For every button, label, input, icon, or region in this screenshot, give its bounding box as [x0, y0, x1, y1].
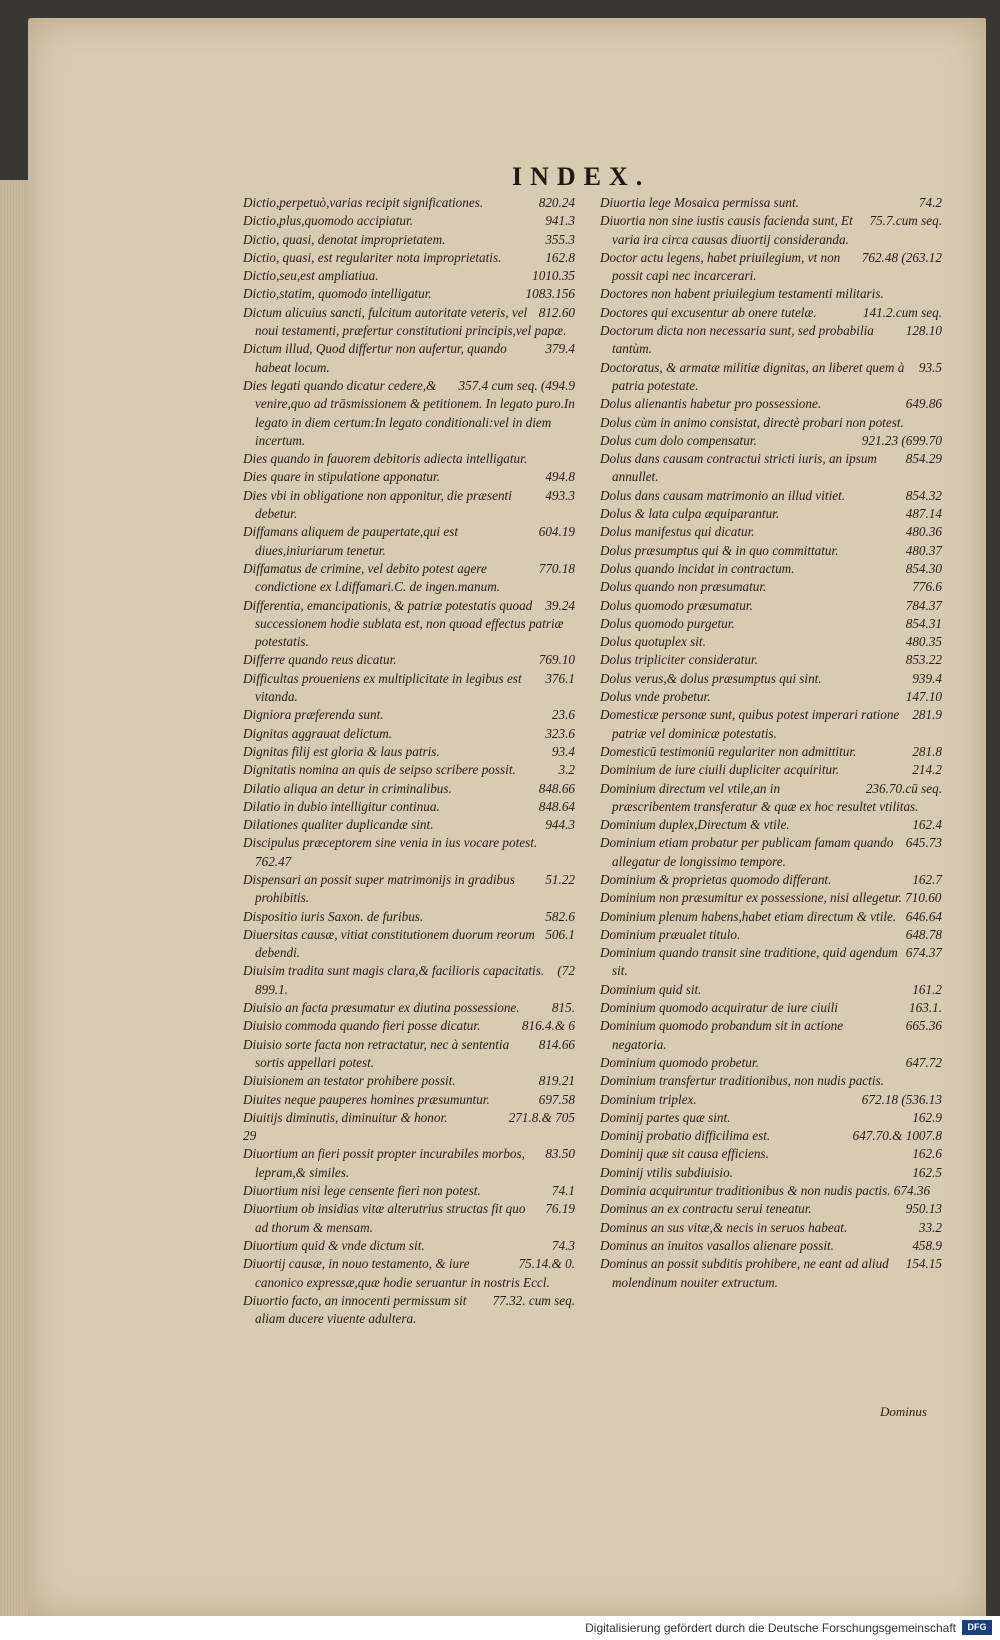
index-entry-reference: 950.13 [905, 1201, 942, 1217]
index-entry [243, 798, 575, 816]
index-entry-reference: 162.6 [912, 1146, 942, 1162]
index-entry-text: Diuitijs diminutis, diminuitur & honor. [243, 1109, 448, 1125]
index-entry-text: Dolus præsumptus qui & in quo committatur. [600, 542, 839, 558]
index-entry-reference: 649.86 [905, 396, 942, 412]
index-entry [600, 1091, 942, 1109]
index-entry-reference: (72 [557, 963, 575, 979]
index-entry [600, 1219, 942, 1237]
index-entry [600, 908, 942, 926]
index-entry-text: Dolus dans causam matrimonio an illud vitiet. [600, 487, 846, 503]
index-entry-text: Dominium plenum habens,habet etiam directum & vtile. [600, 908, 897, 924]
index-entry-text: Dominium & proprietas quomodo differant. [600, 871, 832, 887]
index-entry [243, 1255, 575, 1292]
index-entry-text: Dominij quæ sit causa efficiens. [600, 1146, 769, 1162]
index-entry-text: Diffamatus de crimine, vel debito potest agere condictione ex l.diffamari.C. de ingen.manum. [243, 560, 501, 595]
index-entry-text: Dictio,seu,est ampliatiua. [243, 268, 379, 284]
index-entry-text: Dictum illud, Quod differtur non aufertur, quando habeat locum. [243, 341, 507, 375]
index-entry-reference: 1010.35 [532, 268, 575, 284]
index-entry [600, 1255, 942, 1292]
index-entry [600, 1109, 942, 1127]
index-entry-text: Dilatio aliqua an detur in criminalibus. [243, 780, 452, 796]
index-entry [600, 706, 942, 743]
index-entry-text: Dolus tripliciter consideratur. [600, 652, 758, 668]
index-entry [600, 761, 942, 779]
index-entry-text: Diffamans aliquem de paupertate,qui est diues,iniuriarum tenetur. [243, 524, 459, 558]
index-entry-reference: 853.22 [905, 652, 942, 668]
index-entry [600, 1072, 942, 1090]
index-entry-text: Dolus verus,& dolus præsumptus qui sint. [600, 670, 822, 686]
index-entry [243, 962, 575, 999]
index-entry-reference: 271.8.& 705 [508, 1109, 575, 1125]
index-entry [600, 816, 942, 834]
index-entry-reference: 814.66 [538, 1036, 575, 1052]
index-entry-text: Dies legati quando dicatur cedere,& venire,quo ad trāsmissionem & petitionem. In legato puro.In legato in diem certum:In legato conditionali:vel in diem incertum. [243, 377, 575, 448]
index-entry [243, 871, 575, 908]
index-entry [243, 597, 575, 652]
index-entry-text: Doctoratus, & armatæ militiæ dignitas, an liberet quem à patria potestate. [600, 359, 905, 393]
index-entry [600, 999, 942, 1017]
index-entry [600, 487, 942, 505]
index-entry [600, 834, 942, 871]
index-entry [600, 322, 942, 359]
index-entry-reference: 154.15 [905, 1256, 942, 1272]
index-entry-text: Diuisio an facta præsumatur ex diutina possessione. [243, 1000, 520, 1016]
book-fore-edge [0, 180, 28, 1640]
index-entry [600, 889, 942, 907]
index-entry-reference: 355.3 [545, 231, 575, 247]
index-entry-reference: 647.72 [905, 1054, 942, 1070]
index-entry [600, 249, 942, 286]
index-entry-reference: 494.8 [545, 469, 575, 485]
index-entry-reference: 819.21 [538, 1073, 575, 1089]
index-entry-reference: 93.5 [918, 359, 942, 375]
index-entry-text: Diuortium ob insidias vitæ alterutrius structas fit quo ad thorum & mensam. [243, 1201, 526, 1235]
index-entry [600, 395, 942, 413]
index-entry [600, 670, 942, 688]
index-entry-text: Diuisionem an testator prohibere possit. [243, 1073, 456, 1089]
index-entry-reference: 76.19 [545, 1201, 575, 1217]
index-entry-reference: 812.60 [538, 304, 575, 320]
index-entry-reference: 236.70.cū seq. [865, 780, 942, 796]
index-entry [600, 1182, 942, 1200]
index-entry-reference: 506.1 [545, 926, 575, 942]
index-entry-reference: 83.50 [545, 1146, 575, 1162]
index-column-left [243, 194, 575, 1328]
index-entry [600, 194, 942, 212]
index-entry-reference: 214.2 [912, 762, 942, 778]
index-entry-reference: 23.6 [551, 707, 575, 723]
index-entry-text: Dies quando in fauorem debitoris adiecta intelligatur. [243, 451, 528, 467]
index-entry-reference: 162.5 [912, 1164, 942, 1180]
index-entry [600, 359, 942, 396]
index-entry-text: Dignitatis nomina an quis de seipso scribere possit. [243, 762, 516, 778]
index-entry-text: Dolus dans causam contractui stricti iuris, an ipsum annullet. [600, 451, 877, 485]
index-entry-text: Domesticū testimoniū regulariter non admittitur. [600, 743, 857, 759]
index-entry-reference: 1083.156 [525, 286, 575, 302]
index-entry [243, 1127, 575, 1145]
index-entry-reference: 379.4 [545, 341, 575, 357]
index-entry-reference: 93.4 [551, 743, 575, 759]
index-entry [243, 1109, 575, 1127]
index-entry-text: Doctores qui excusentur ab onere tutelæ. [600, 304, 817, 320]
index-entry [600, 871, 942, 889]
index-entry [243, 651, 575, 669]
index-entry [243, 340, 575, 377]
index-entry [243, 285, 575, 303]
index-entry-text: Dies vbi in obligatione non apponitur, die præsenti debetur. [243, 487, 512, 522]
index-entry-text: Difficultas proueniens ex multiplicitate in legibus est vitanda. [243, 670, 522, 705]
index-entry [243, 1292, 575, 1329]
index-entry-reference: 784.37 [905, 597, 942, 613]
index-entry-reference: 848.66 [538, 780, 575, 796]
index-entry-reference: 939.4 [912, 670, 942, 686]
index-entry-text: Dictio, quasi, denotat improprietatem. [243, 231, 446, 247]
index-entry [600, 743, 942, 761]
index-entry-text: Dictum alicuius sancti, fulcitum autoritate veteris, vel noui testamenti, præfertur constitutioni principis,vel papæ. [243, 304, 567, 339]
index-entry [243, 1017, 575, 1035]
index-entry-reference: 161.2 [912, 981, 942, 997]
index-entry [243, 377, 575, 450]
index-entry-reference: 648.78 [905, 926, 942, 942]
index-entry-text: Diuites neque pauperes homines præsumuntur. [243, 1091, 490, 1107]
index-entry [600, 505, 942, 523]
index-entry-reference: 820.24 [538, 195, 575, 210]
index-entry-reference: 163.1. [909, 1000, 942, 1016]
index-entry-text: Digniora præferenda sunt. [243, 707, 384, 723]
index-entry-text: Dominium triplex. [600, 1091, 697, 1107]
index-entry-text: Diuisio sorte facta non retractatur, nec à sententia sortis appellari potest. [243, 1036, 510, 1070]
index-entry-reference: 39.24 [545, 597, 575, 613]
index-entry-reference: 51.22 [545, 871, 575, 887]
index-entry-reference: 75.7.cum seq. [869, 213, 942, 229]
index-entry-text: Dominium transfertur traditionibus, non nudis pactis. [600, 1073, 884, 1089]
index-entry [600, 1145, 942, 1163]
index-entry-text: Dictio,plus,quomodo accipiatur. [243, 213, 413, 229]
index-entry-text: Dominus an ex contractu serui teneatur. [600, 1201, 812, 1217]
index-entry-reference: 674.37 [905, 945, 942, 961]
index-entry-text: Dominium duplex,Directum & vtile. [600, 817, 790, 833]
index-entry [600, 1127, 942, 1145]
index-entry-reference: 480.36 [905, 524, 942, 540]
index-entry-text: Diuisim tradita sunt magis clara,& facilioris capacitatis. 899.1. [243, 963, 545, 997]
index-entry [243, 560, 575, 597]
index-entry [600, 944, 942, 981]
index-entry-reference: 162.9 [912, 1109, 942, 1125]
index-entry-reference: 141.2.cum seq. [862, 304, 942, 320]
index-entry-reference: 74.1 [551, 1183, 575, 1199]
index-entry-text: Dominium præualet titulo. [600, 926, 741, 942]
index-entry-text: Dolus manifestus qui dicatur. [600, 524, 755, 540]
index-entry [243, 523, 575, 560]
index-entry-reference: 458.9 [912, 1237, 942, 1253]
index-entry-text: Dominij vtilis subdiuisio. [600, 1164, 733, 1180]
index-entry-text: Diuortium quid & vnde dictum sit. [243, 1237, 425, 1253]
index-entry-text: Doctores non habent priuilegium testamenti militaris. [600, 286, 884, 302]
index-entry-text: Diuortio facto, an innocenti permissum sit aliam ducere viuente adultera. [243, 1292, 467, 1327]
index-entry-reference: 77.32. cum seq. [492, 1292, 575, 1308]
index-entry-reference: 647.70.& 1007.8 [852, 1128, 942, 1144]
index-entry-reference: 74.3 [551, 1237, 575, 1253]
index-entry [600, 633, 942, 651]
index-entry-reference: 75.14.& 0. [518, 1256, 575, 1272]
index-entry [243, 1145, 575, 1182]
index-entry-text: Diuortia non sine iustis causis facienda sunt, Et varia ira circa causas diuortij consideranda. [600, 213, 853, 247]
index-entry-text: Differentia, emancipationis, & patriæ potestatis quoad successionem hodie sublata est, non quoad effectus patriæ potestatis. [243, 597, 564, 650]
index-column-right [600, 194, 942, 1292]
index-entry-reference: 604.19 [538, 524, 575, 540]
index-entry-reference: 74.2 [918, 195, 942, 210]
index-entry [243, 1091, 575, 1109]
index-entry [600, 1237, 942, 1255]
index-entry-text: Discipulus præceptorem sine venia in ius vocare potest. 762.47 [243, 835, 538, 869]
index-entry [600, 651, 942, 669]
index-entry-text: Dictio, quasi, est regulariter nota improprietatis. [243, 249, 502, 265]
index-entry-text: Dominium quando transit sine traditione, quid agendum sit. [600, 945, 898, 979]
index-entry-text: Dominij probatio difficilima est. [600, 1128, 771, 1144]
index-entry-text: Dominium de iure ciuili dupliciter acquiritur. [600, 762, 840, 778]
index-entry [243, 487, 575, 524]
index-entry-reference: 944.3 [545, 817, 575, 833]
index-entry-text: Dictio,perpetuò,varias recipit significationes. [243, 195, 484, 210]
index-entry-text: Dolus quando non præsumatur. [600, 579, 767, 595]
index-entry-text: Differre quando reus dicatur. [243, 652, 397, 668]
index-entry [243, 780, 575, 798]
index-entry [243, 1200, 575, 1237]
index-entry-reference: 776.6 [912, 579, 942, 595]
index-entry-text: Dominus an inuitos vasallos alienare possit. [600, 1237, 834, 1253]
index-entry-text: Diuortia lege Mosaica permissa sunt. [600, 195, 799, 210]
index-entry [243, 304, 575, 341]
index-entry-reference: 697.58 [538, 1091, 575, 1107]
index-entry-text: Dominium quomodo probetur. [600, 1054, 759, 1070]
index-entry-reference: 582.6 [545, 908, 575, 924]
index-entry-text: Doctor actu legens, habet priuilegium, vt non possit capi nec incarcerari. [600, 249, 841, 284]
index-entry [600, 1200, 942, 1218]
index-entry-reference: 357.4 cum seq. (494.9 [458, 377, 575, 393]
index-entry [243, 908, 575, 926]
index-entry-reference: 323.6 [545, 725, 575, 741]
index-entry [243, 194, 575, 212]
index-entry-reference: 480.35 [905, 634, 942, 650]
index-entry-reference: 854.30 [905, 560, 942, 576]
index-entry [600, 981, 942, 999]
index-entry-text: Dignitas aggrauat delictum. [243, 725, 393, 741]
index-entry [243, 1182, 575, 1200]
index-entry [243, 468, 575, 486]
index-entry-reference: 854.31 [905, 615, 942, 631]
index-entry [600, 414, 942, 432]
index-entry [243, 926, 575, 963]
index-entry-reference: 33.2 [918, 1219, 942, 1235]
index-entry [243, 999, 575, 1017]
index-entry-text: Dominium quomodo probandum sit in actione negatoria. [600, 1018, 844, 1052]
index-entry [243, 1237, 575, 1255]
index-entry-text: Dolus quomodo præsumatur. [600, 597, 753, 613]
index-entry [600, 578, 942, 596]
footer-credit: Digitalisierung gefördert durch die Deutsche Forschungsgemeinschaft [585, 1621, 956, 1635]
index-entry [243, 743, 575, 761]
index-entry [600, 560, 942, 578]
index-entry [600, 615, 942, 633]
index-entry-text: Dolus quomodo purgetur. [600, 615, 735, 631]
index-entry-text: Dignitas filij est gloria & laus patris. [243, 743, 440, 759]
index-entry-text: Dolus cùm in animo consistat, directè probari non potest. [600, 414, 904, 430]
index-entry [243, 816, 575, 834]
index-entry [600, 450, 942, 487]
index-entry-reference: 147.10 [905, 689, 942, 705]
index-entry-reference: 281.9 [912, 707, 942, 723]
index-entry [600, 926, 942, 944]
dfg-logo: DFG [962, 1620, 992, 1635]
index-entry-text: Dominia acquiruntur traditionibus & non nudis pactis. 674.36 [600, 1183, 931, 1199]
index-entry [600, 304, 942, 322]
index-entry [243, 212, 575, 230]
index-entry-reference: 281.8 [912, 743, 942, 759]
index-entry-reference: 941.3 [545, 213, 575, 229]
index-entry-text: Dominus an possit subditis prohibere, ne eant ad aliud molendinum nouiter extructum. [600, 1256, 889, 1290]
index-entry-text: Dominium quomodo acquiratur de iure ciuili [600, 1000, 838, 1016]
index-entry-text: Dolus alienantis habetur pro possessione. [600, 396, 822, 412]
index-entry-reference: 646.64 [905, 908, 942, 924]
index-entry-text: Dominij partes quæ sint. [600, 1109, 731, 1125]
index-entry [243, 1072, 575, 1090]
index-entry [243, 450, 575, 468]
index-entry-text: 29 [243, 1128, 257, 1144]
index-entry-reference: 3.2 [558, 762, 575, 778]
index-entry-text: Dolus & lata culpa æquiparantur. [600, 506, 780, 522]
index-entry-text: Dolus quotuplex sit. [600, 634, 706, 650]
index-entry-reference: 162.7 [912, 871, 942, 887]
index-entry [243, 706, 575, 724]
index-entry-reference: 128.10 [905, 323, 942, 339]
index-entry-reference: 480.37 [905, 542, 942, 558]
index-entry [243, 249, 575, 267]
index-entry-reference: 848.64 [538, 798, 575, 814]
index-entry-reference: 854.29 [905, 451, 942, 467]
index-entry-reference: 487.14 [905, 506, 942, 522]
index-entry [243, 267, 575, 285]
index-entry [600, 432, 942, 450]
digitization-footer [0, 1616, 1000, 1640]
index-entry-text: Dominium quid sit. [600, 981, 702, 997]
index-entry-text: Dolus cum dolo compensatur. [600, 432, 757, 448]
index-entry-text: Diuisio commoda quando fieri posse dicatur. [243, 1018, 481, 1034]
index-entry [600, 523, 942, 541]
index-entry [243, 725, 575, 743]
index-entry-text: Dominium non præsumitur ex possessione, nisi allegetur. 710.60 [600, 890, 942, 906]
index-entry-text: Diuersitas causæ, vitiat constitutionem duorum reorum debendi. [243, 926, 535, 961]
index-entry [600, 1164, 942, 1182]
index-entry-text: Dispositio iuris Saxon. de furibus. [243, 908, 424, 924]
index-entry-text: Dominium etiam probatur per publicam famam quando allegatur de longissimo tempore. [600, 835, 894, 869]
index-entry-text: Dominus an sus vitæ,& necis in seruos habeat. [600, 1219, 848, 1235]
index-entry-text: Dolus quando incidat in contractum. [600, 560, 795, 576]
index-entry-text: Dictio,statim, quomodo intelligatur. [243, 286, 432, 302]
index-entry-reference: 762.48 (263.12 [861, 249, 942, 265]
index-entry-text: Dilatio in dubio intelligitur continua. [243, 798, 440, 814]
index-entry-text: Doctorum dicta non necessaria sunt, sed probabilia tantùm. [600, 323, 874, 357]
index-entry [243, 670, 575, 707]
index-entry-text: Dispensari an possit super matrimonijs in gradibus prohibitis. [243, 871, 515, 906]
index-entry-reference: 162.4 [912, 817, 942, 833]
index-entry [600, 688, 942, 706]
index-entry [600, 285, 942, 303]
index-entry-reference: 769.10 [538, 652, 575, 668]
index-entry-text: Diuortium an fieri possit propter incurabiles morbos, lepram,& similes. [243, 1146, 525, 1180]
index-entry-text: Dilationes qualiter duplicandæ sint. [243, 817, 434, 833]
index-entry-reference: 672.18 (536.13 [861, 1091, 942, 1107]
index-entry-reference: 645.73 [905, 835, 942, 851]
catchword: Dominus [880, 1404, 927, 1419]
index-entry [600, 212, 942, 249]
index-entry-text: Dolus vnde probetur. [600, 689, 711, 705]
index-entry-reference: 815. [551, 1000, 575, 1016]
index-entry-text: Diuortij causæ, in nouo testamento, & iure canonico expressæ,quæ hodie seruantur in nostris Eccl. [243, 1256, 550, 1290]
index-entry-reference: 770.18 [538, 560, 575, 576]
index-entry-reference: 665.36 [905, 1018, 942, 1034]
index-entry [243, 231, 575, 249]
index-entry-reference: 854.32 [905, 487, 942, 503]
index-entry-text: Dies quare in stipulatione apponatur. [243, 469, 440, 485]
index-entry-reference: 162.8 [545, 249, 575, 265]
running-head: INDEX. [512, 162, 651, 191]
index-entry [600, 597, 942, 615]
index-entry [243, 834, 575, 871]
index-entry-reference: 921.23 (699.70 [861, 432, 942, 448]
index-entry [243, 1036, 575, 1073]
index-entry-text: Diuortium nisi lege censente fieri non potest. [243, 1183, 481, 1199]
index-entry [600, 542, 942, 560]
index-entry-reference: 816.4.& 6 [521, 1018, 575, 1034]
index-entry [243, 761, 575, 779]
index-entry-text: Dominium directum vel vtile,an in præscribentem transferatur & quæ ex hoc resultet vtilitas. [600, 780, 919, 814]
index-entry [600, 1054, 942, 1072]
index-entry-reference: 493.3 [545, 487, 575, 503]
index-entry [600, 780, 942, 817]
index-entry [600, 1017, 942, 1054]
index-entry-text: Domesticæ personæ sunt, quibus potest imperari ratione patriæ vel dominicæ potestatis. [600, 707, 900, 741]
index-entry-reference: 376.1 [545, 670, 575, 686]
